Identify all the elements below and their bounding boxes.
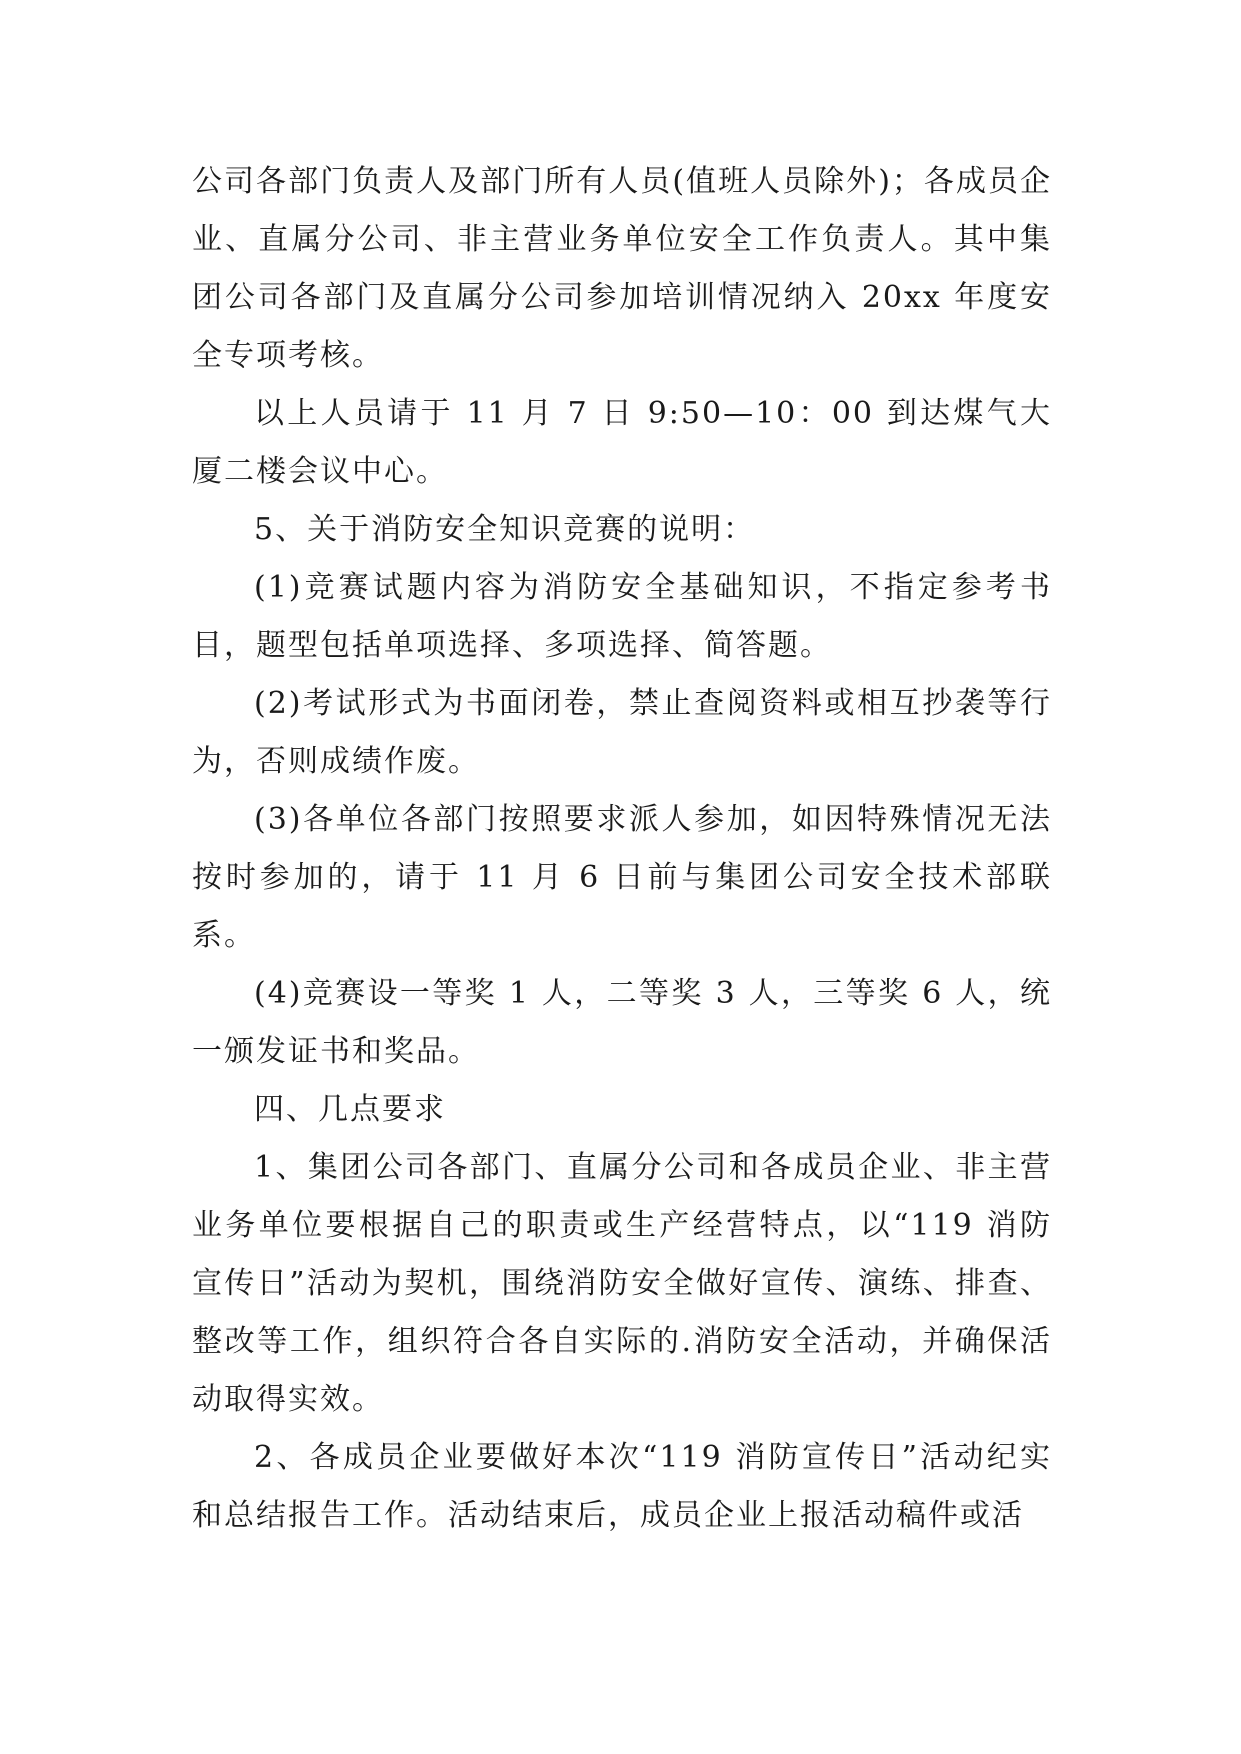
paragraph-meeting-time: 以上人员请于 11 月 7 日 9:50—10：00 到达煤气大厦二楼会议中心。 <box>192 396 1052 489</box>
document-body <box>192 153 1052 1545</box>
paragraph-contest-item-4: (4)竞赛设一等奖 1 人，二等奖 3 人，三等奖 6 人，统一颁发证书和奖品。 <box>192 976 1052 1069</box>
paragraph-attendees: 公司各部门负责人及部门所有人员(值班人员除外)；各成员企业、直属分公司、非主营业务单位安全工作负责人。其中集团公司各部门及直属分公司参加培训情况纳入 20xx 年度安全专项考核。 <box>192 164 1052 373</box>
paragraph-contest-item-2: (2)考试形式为书面闭卷，禁止查阅资料或相互抄袭等行为，否则成绩作废。 <box>192 686 1052 779</box>
paragraph-contest-heading: 5、关于消防安全知识竞赛的说明： <box>254 512 756 547</box>
paragraph-contest-item-1: (1)竞赛试题内容为消防安全基础知识，不指定参考书目，题型包括单项选择、多项选择、简答题。 <box>192 570 1052 663</box>
paragraph-requirement-1: 1、集团公司各部门、直属分公司和各成员企业、非主营业务单位要根据自己的职责或生产经营特点，以“119 消防宣传日”活动为契机，围绕消防安全做好宣传、演练、排查、整改等工作，组织符合各自实际的.消防安全活动，并确保活动取得实效。 <box>192 1150 1052 1417</box>
paragraph-contest-item-3: (3)各单位各部门按照要求派人参加，如因特殊情况无法按时参加的，请于 11 月 6 日前与集团公司安全技术部联系。 <box>192 802 1052 953</box>
paragraph-requirement-2: 2、各成员企业要做好本次“119 消防宣传日”活动纪实和总结报告工作。活动结束后，成员企业上报活动稿件或活 <box>192 1440 1052 1533</box>
section-heading-requirements: 四、几点要求 <box>254 1092 446 1127</box>
